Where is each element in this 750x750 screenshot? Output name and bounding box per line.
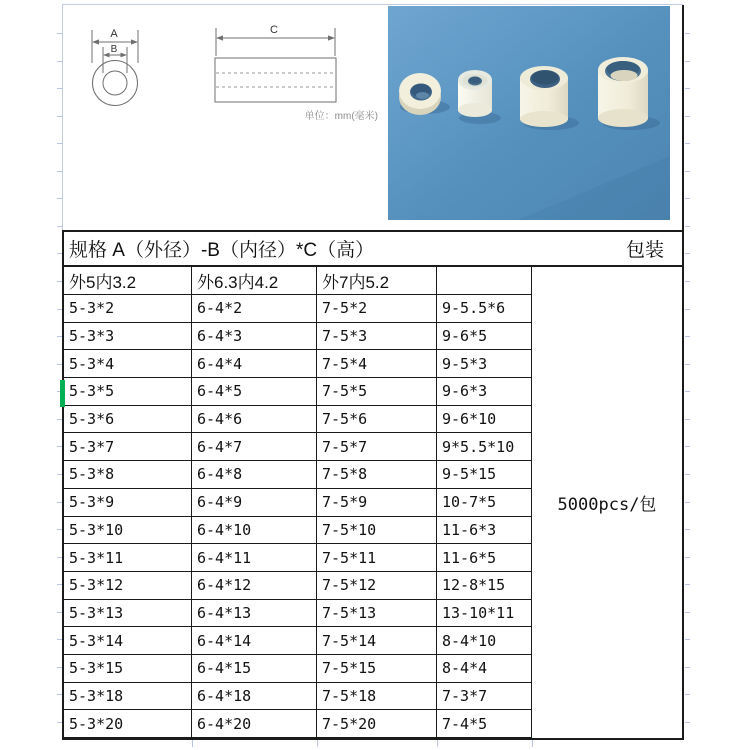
dim-label-a: A [110, 28, 118, 40]
spec-cell: 7-5*5 [317, 378, 437, 406]
spec-cell: 7-5*20 [317, 710, 437, 738]
gridline-tick [685, 529, 690, 530]
row-selection-marker [60, 380, 65, 407]
spec-cell: 5-3*15 [64, 655, 192, 683]
spec-table [62, 230, 684, 740]
spec-cell: 7-5*15 [317, 655, 437, 683]
spec-cell: 10-7*5 [437, 489, 532, 517]
dim-label-b: B [110, 44, 118, 55]
spec-cell: 9-5*15 [437, 461, 532, 489]
gridline-tick [685, 584, 690, 585]
spec-cell: 6-4*7 [192, 433, 317, 461]
gridline-tick [685, 143, 690, 144]
gridline-tick [685, 667, 690, 668]
spec-cell: 5-3*4 [64, 350, 192, 378]
spec-cell: 6-4*15 [192, 655, 317, 683]
spec-cell: 9-6*3 [437, 378, 532, 406]
spec-cell: 5-3*9 [64, 489, 192, 517]
spec-cell: 6-4*8 [192, 461, 317, 489]
package-cell: 5000pcs/包 [557, 495, 657, 515]
spec-cell: 6-4*13 [192, 600, 317, 628]
spec-cell: 6-4*9 [192, 489, 317, 517]
spec-cell: 7-5*12 [317, 572, 437, 600]
spec-cell: 5-3*11 [64, 544, 192, 572]
subheader-cell: 外5内3.2 [64, 267, 192, 295]
spec-cell: 5-3*10 [64, 517, 192, 545]
gridline-tick [685, 694, 690, 695]
spec-cell: 7-5*14 [317, 627, 437, 655]
spec-cell: 7-5*11 [317, 544, 437, 572]
gridline-tick [685, 446, 690, 447]
spec-cell: 6-4*11 [192, 544, 317, 572]
right-border-rule [682, 5, 684, 231]
spec-cell: 6-4*10 [192, 517, 317, 545]
gridline-tick [685, 502, 690, 503]
spec-cell: 7-5*18 [317, 683, 437, 711]
spec-cell: 5-3*5 [64, 378, 192, 406]
table-header-row [64, 232, 682, 267]
gridline-tick [685, 364, 690, 365]
dim-label-c: C [270, 24, 278, 36]
spec-cell: 5-3*6 [64, 406, 192, 434]
unit-note: 单位：mm(毫米) [304, 111, 378, 122]
spec-cell: 6-4*3 [192, 323, 317, 351]
gridline-tick [685, 639, 690, 640]
spec-cell: 13-10*11 [437, 600, 532, 628]
spec-cell: 7-5*7 [317, 433, 437, 461]
gridline-tick [57, 226, 62, 227]
spec-cell: 5-3*2 [64, 295, 192, 323]
spec-cell: 7-5*3 [317, 323, 437, 351]
gridline-tick [685, 281, 690, 282]
gridline-tick [685, 88, 690, 89]
spec-cell: 8-4*10 [437, 627, 532, 655]
spec-cell: 7-5*4 [317, 350, 437, 378]
spec-cell: 6-4*2 [192, 295, 317, 323]
gridline-tick [685, 116, 690, 117]
subheader-cell: 外7内5.2 [317, 267, 437, 295]
product-photo [388, 6, 670, 220]
spec-cell: 9-5.5*6 [437, 295, 532, 323]
gridline-stub [532, 740, 533, 747]
spec-cell: 7-5*13 [317, 600, 437, 628]
spec-cell: 6-4*6 [192, 406, 317, 434]
spec-cell: 8-4*4 [437, 655, 532, 683]
gridline-tick [685, 226, 690, 227]
ring-inner-circle [103, 71, 127, 95]
spec-cell: 9-6*10 [437, 406, 532, 434]
spec-cell: 5-3*7 [64, 433, 192, 461]
gridline-tick [685, 419, 690, 420]
gridline-tick [685, 171, 690, 172]
spec-cell: 9-5*3 [437, 350, 532, 378]
subheader-cell: 外6.3内4.2 [192, 267, 317, 295]
subheader-cell [437, 267, 532, 295]
gridline-tick [685, 61, 690, 62]
spec-cell: 5-3*18 [64, 683, 192, 711]
spec-cell: 9*5.5*10 [437, 433, 532, 461]
spec-cell: 7-3*7 [437, 683, 532, 711]
spec-cell: 7-5*6 [317, 406, 437, 434]
package-header-label: 包装 [625, 240, 664, 261]
spec-cell: 5-3*13 [64, 600, 192, 628]
ring-outer-circle [93, 61, 138, 106]
spec-cell: 5-3*3 [64, 323, 192, 351]
spec-cell: 6-4*12 [192, 572, 317, 600]
gridline-stub [317, 740, 318, 747]
spec-cell: 5-3*20 [64, 710, 192, 738]
gridline-tick [685, 336, 690, 337]
gridline-tick [685, 391, 690, 392]
spec-cell: 7-5*10 [317, 517, 437, 545]
gridline-tick [685, 253, 690, 254]
gridline-tick [685, 33, 690, 34]
spec-cell: 12-8*15 [437, 572, 532, 600]
gridline-tick [685, 198, 690, 199]
spec-cell: 6-4*14 [192, 627, 317, 655]
gridline-tick [685, 309, 690, 310]
gridline-stub [192, 740, 193, 747]
spec-cell: 5-3*12 [64, 572, 192, 600]
spec-cell: 5-3*14 [64, 627, 192, 655]
spec-cell: 6-4*5 [192, 378, 317, 406]
gridline-tick [685, 474, 690, 475]
spec-cell: 5-3*8 [64, 461, 192, 489]
gridline-stub [437, 740, 438, 747]
spec-header-label: 规格 A（外径）-B（内径）*C（高） [69, 240, 375, 261]
spec-cell: 6-4*4 [192, 350, 317, 378]
spec-cell: 11-6*5 [437, 544, 532, 572]
gridline-tick [685, 612, 690, 613]
gridline-tick [685, 722, 690, 723]
cylinder-outline [215, 58, 336, 102]
spec-cell: 6-4*20 [192, 710, 317, 738]
spec-cell: 6-4*18 [192, 683, 317, 711]
spec-cell: 7-5*9 [317, 489, 437, 517]
gridline-tick [685, 557, 690, 558]
spec-cell: 11-6*3 [437, 517, 532, 545]
spec-cell: 9-6*5 [437, 323, 532, 351]
spec-cell: 7-4*5 [437, 710, 532, 738]
spec-cell: 7-5*8 [317, 461, 437, 489]
spec-cell: 7-5*2 [317, 295, 437, 323]
